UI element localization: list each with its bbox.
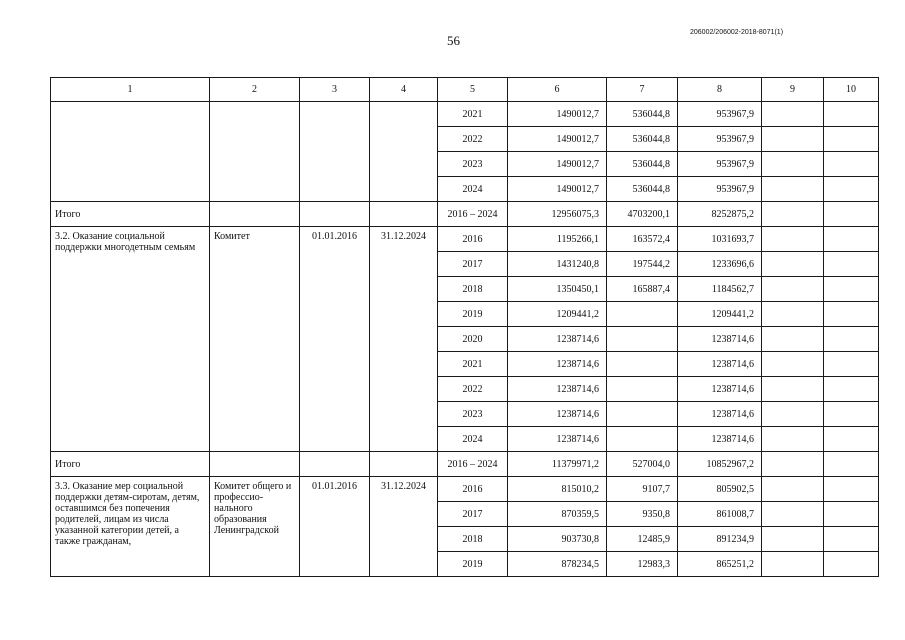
- regional-funding-cell: 8252875,2: [678, 202, 762, 227]
- regional-funding-cell: 891234,9: [678, 527, 762, 552]
- year-cell: 2020: [438, 327, 508, 352]
- total-row: [51, 202, 879, 227]
- end-date-cell: 31.12.2024: [370, 477, 438, 577]
- table-cell: [300, 452, 370, 477]
- col10-cell: [824, 177, 879, 202]
- regional-funding-cell: 1209441,2: [678, 302, 762, 327]
- federal-funding-cell: 536044,8: [607, 152, 678, 177]
- total-funding-cell: 1238714,6: [508, 352, 607, 377]
- col9-cell: [762, 552, 824, 577]
- col10-cell: [824, 202, 879, 227]
- federal-funding-cell: [607, 327, 678, 352]
- federal-funding-cell: 536044,8: [607, 177, 678, 202]
- year-cell: 2024: [438, 177, 508, 202]
- col9-cell: [762, 152, 824, 177]
- col9-cell: [762, 327, 824, 352]
- column-header-9: 9: [762, 78, 824, 102]
- table-row: [51, 227, 879, 252]
- regional-funding-cell: 805902,5: [678, 477, 762, 502]
- document-code: 206002/206002-2018-8071(1): [690, 29, 784, 36]
- column-header-2: 2: [210, 78, 300, 102]
- year-cell: 2018: [438, 527, 508, 552]
- table-cell: [370, 452, 438, 477]
- total-funding-cell: 1431240,8: [508, 252, 607, 277]
- regional-funding-cell: 953967,9: [678, 177, 762, 202]
- program-funding-table: [50, 77, 879, 577]
- col10-cell: [824, 427, 879, 452]
- column-header-6: 6: [508, 78, 607, 102]
- executor-cell: Комитет: [210, 227, 300, 452]
- federal-funding-cell: 165887,4: [607, 277, 678, 302]
- total-funding-cell: 1238714,6: [508, 427, 607, 452]
- regional-funding-cell: 953967,9: [678, 127, 762, 152]
- regional-funding-cell: 1238714,6: [678, 402, 762, 427]
- total-funding-cell: 815010,2: [508, 477, 607, 502]
- federal-funding-cell: 536044,8: [607, 102, 678, 127]
- column-header-1: 1: [51, 78, 210, 102]
- regional-funding-cell: 1184562,7: [678, 277, 762, 302]
- total-funding-cell: 1490012,7: [508, 102, 607, 127]
- federal-funding-cell: 12485,9: [607, 527, 678, 552]
- measure-name-cell: [51, 102, 210, 202]
- column-header-4: 4: [370, 78, 438, 102]
- col9-cell: [762, 352, 824, 377]
- col9-cell: [762, 427, 824, 452]
- year-cell: 2022: [438, 127, 508, 152]
- regional-funding-cell: 10852967,2: [678, 452, 762, 477]
- total-funding-cell: 11379971,2: [508, 452, 607, 477]
- federal-funding-cell: 9350,8: [607, 502, 678, 527]
- col10-cell: [824, 402, 879, 427]
- total-label: Итого: [51, 452, 210, 477]
- year-cell: 2024: [438, 427, 508, 452]
- table-cell: [210, 202, 300, 227]
- col10-cell: [824, 102, 879, 127]
- total-funding-cell: 1490012,7: [508, 152, 607, 177]
- col10-cell: [824, 227, 879, 252]
- column-header-8: 8: [678, 78, 762, 102]
- year-cell: 2021: [438, 352, 508, 377]
- table-header-row: [51, 78, 879, 102]
- measure-name-cell: 3.2. Оказание социальной поддержки многодетным семьям: [51, 227, 210, 452]
- federal-funding-cell: 9107,7: [607, 477, 678, 502]
- federal-funding-cell: 527004,0: [607, 452, 678, 477]
- col10-cell: [824, 252, 879, 277]
- col10-cell: [824, 452, 879, 477]
- table-cell: [300, 202, 370, 227]
- column-header-5: 5: [438, 78, 508, 102]
- year-cell: 2017: [438, 252, 508, 277]
- col10-cell: [824, 377, 879, 402]
- year-cell: 2016: [438, 227, 508, 252]
- measure-name-cell: 3.3. Оказание мер социальной поддержки детям-сиротам, детям, оставшимся без попечения родителей, лицам из числа указанной категории детей, а также гражданам,: [51, 477, 210, 577]
- regional-funding-cell: 865251,2: [678, 552, 762, 577]
- column-header-3: 3: [300, 78, 370, 102]
- total-row: [51, 452, 879, 477]
- col10-cell: [824, 552, 879, 577]
- federal-funding-cell: 163572,4: [607, 227, 678, 252]
- start-date-cell: [300, 102, 370, 202]
- end-date-cell: [370, 102, 438, 202]
- table-body: [51, 78, 879, 577]
- col10-cell: [824, 502, 879, 527]
- col10-cell: [824, 327, 879, 352]
- federal-funding-cell: [607, 402, 678, 427]
- executor-cell: [210, 102, 300, 202]
- col10-cell: [824, 477, 879, 502]
- col9-cell: [762, 502, 824, 527]
- year-cell: 2017: [438, 502, 508, 527]
- table-cell: [370, 202, 438, 227]
- total-funding-cell: 1350450,1: [508, 277, 607, 302]
- total-funding-cell: 870359,5: [508, 502, 607, 527]
- federal-funding-cell: [607, 377, 678, 402]
- regional-funding-cell: 861008,7: [678, 502, 762, 527]
- total-funding-cell: 1490012,7: [508, 127, 607, 152]
- start-date-cell: 01.01.2016: [300, 227, 370, 452]
- total-period: 2016 – 2024: [438, 202, 508, 227]
- regional-funding-cell: 1233696,6: [678, 252, 762, 277]
- year-cell: 2016: [438, 477, 508, 502]
- regional-funding-cell: 1031693,7: [678, 227, 762, 252]
- col10-cell: [824, 527, 879, 552]
- col9-cell: [762, 102, 824, 127]
- col10-cell: [824, 352, 879, 377]
- federal-funding-cell: 197544,2: [607, 252, 678, 277]
- regional-funding-cell: 1238714,6: [678, 327, 762, 352]
- regional-funding-cell: 1238714,6: [678, 377, 762, 402]
- total-funding-cell: 1238714,6: [508, 377, 607, 402]
- column-header-7: 7: [607, 78, 678, 102]
- col10-cell: [824, 127, 879, 152]
- column-header-10: 10: [824, 78, 879, 102]
- total-funding-cell: 1195266,1: [508, 227, 607, 252]
- col9-cell: [762, 302, 824, 327]
- table-row: [51, 477, 879, 502]
- total-funding-cell: 1238714,6: [508, 327, 607, 352]
- col9-cell: [762, 377, 824, 402]
- col9-cell: [762, 252, 824, 277]
- total-funding-cell: 1209441,2: [508, 302, 607, 327]
- federal-funding-cell: [607, 427, 678, 452]
- total-funding-cell: 903730,8: [508, 527, 607, 552]
- col10-cell: [824, 302, 879, 327]
- total-label: Итого: [51, 202, 210, 227]
- col10-cell: [824, 152, 879, 177]
- page-number: 56: [447, 33, 460, 48]
- regional-funding-cell: 953967,9: [678, 102, 762, 127]
- col9-cell: [762, 477, 824, 502]
- total-funding-cell: 1238714,6: [508, 402, 607, 427]
- total-period: 2016 – 2024: [438, 452, 508, 477]
- federal-funding-cell: [607, 302, 678, 327]
- col9-cell: [762, 277, 824, 302]
- col9-cell: [762, 402, 824, 427]
- federal-funding-cell: 12983,3: [607, 552, 678, 577]
- year-cell: 2018: [438, 277, 508, 302]
- year-cell: 2022: [438, 377, 508, 402]
- end-date-cell: 31.12.2024: [370, 227, 438, 452]
- table-row: [51, 102, 879, 127]
- total-funding-cell: 878234,5: [508, 552, 607, 577]
- col10-cell: [824, 277, 879, 302]
- federal-funding-cell: 4703200,1: [607, 202, 678, 227]
- regional-funding-cell: 1238714,6: [678, 427, 762, 452]
- total-funding-cell: 1490012,7: [508, 177, 607, 202]
- year-cell: 2021: [438, 102, 508, 127]
- col9-cell: [762, 202, 824, 227]
- col9-cell: [762, 177, 824, 202]
- col9-cell: [762, 527, 824, 552]
- table-cell: [210, 452, 300, 477]
- year-cell: 2023: [438, 152, 508, 177]
- year-cell: 2019: [438, 302, 508, 327]
- federal-funding-cell: [607, 352, 678, 377]
- regional-funding-cell: 1238714,6: [678, 352, 762, 377]
- col9-cell: [762, 452, 824, 477]
- year-cell: 2019: [438, 552, 508, 577]
- regional-funding-cell: 953967,9: [678, 152, 762, 177]
- col9-cell: [762, 127, 824, 152]
- total-funding-cell: 12956075,3: [508, 202, 607, 227]
- federal-funding-cell: 536044,8: [607, 127, 678, 152]
- col9-cell: [762, 227, 824, 252]
- year-cell: 2023: [438, 402, 508, 427]
- executor-cell: Комитет общего и профессио-нального образования Ленинградской: [210, 477, 300, 577]
- start-date-cell: 01.01.2016: [300, 477, 370, 577]
